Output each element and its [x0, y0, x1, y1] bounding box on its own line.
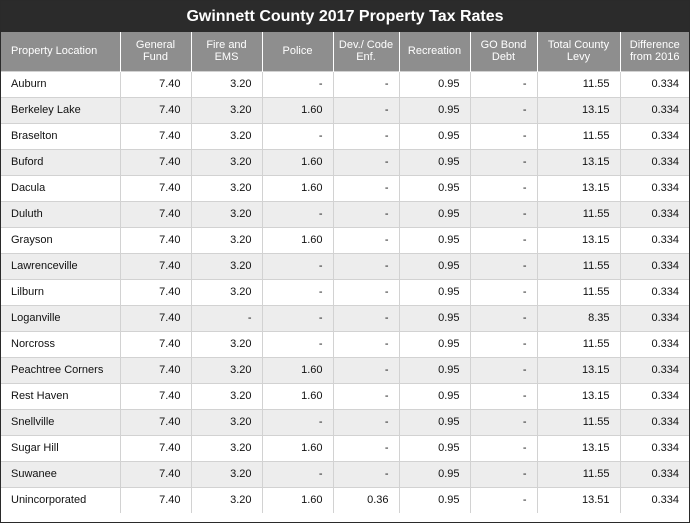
- cell-fire-ems: 3.20: [191, 123, 262, 149]
- cell-recreation: 0.95: [399, 435, 470, 461]
- cell-fire-ems: 3.20: [191, 383, 262, 409]
- cell-total-county-levy: 13.15: [537, 175, 620, 201]
- cell-police: 1.60: [262, 357, 333, 383]
- cell-recreation: 0.95: [399, 461, 470, 487]
- cell-go-bond-debt: -: [470, 383, 537, 409]
- cell-general-fund: 7.40: [120, 201, 191, 227]
- cell-difference-from-2016: 0.334: [620, 383, 689, 409]
- table-row: [1, 123, 689, 149]
- header-total-county-levy: Total County Levy: [537, 32, 620, 71]
- cell-go-bond-debt: -: [470, 227, 537, 253]
- cell-recreation: 0.95: [399, 357, 470, 383]
- cell-property-location: Snellville: [1, 409, 120, 435]
- cell-difference-from-2016: 0.334: [620, 149, 689, 175]
- cell-general-fund: 7.40: [120, 149, 191, 175]
- cell-go-bond-debt: -: [470, 357, 537, 383]
- header-fire-ems: Fire and EMS: [191, 32, 262, 71]
- cell-total-county-levy: 13.15: [537, 227, 620, 253]
- cell-police: -: [262, 409, 333, 435]
- cell-dev-code-enf: -: [333, 279, 399, 305]
- cell-total-county-levy: 11.55: [537, 253, 620, 279]
- cell-fire-ems: 3.20: [191, 331, 262, 357]
- cell-total-county-levy: 11.55: [537, 409, 620, 435]
- cell-property-location: Dacula: [1, 175, 120, 201]
- cell-police: -: [262, 71, 333, 97]
- cell-property-location: Unincorporated: [1, 487, 120, 513]
- cell-fire-ems: 3.20: [191, 461, 262, 487]
- cell-fire-ems: 3.20: [191, 279, 262, 305]
- cell-dev-code-enf: -: [333, 435, 399, 461]
- cell-general-fund: 7.40: [120, 279, 191, 305]
- table-row: [1, 175, 689, 201]
- cell-general-fund: 7.40: [120, 97, 191, 123]
- table-row: [1, 149, 689, 175]
- cell-police: -: [262, 461, 333, 487]
- cell-fire-ems: 3.20: [191, 149, 262, 175]
- cell-difference-from-2016: 0.334: [620, 305, 689, 331]
- cell-go-bond-debt: -: [470, 71, 537, 97]
- cell-difference-from-2016: 0.334: [620, 97, 689, 123]
- table-row: [1, 487, 689, 513]
- cell-recreation: 0.95: [399, 253, 470, 279]
- cell-dev-code-enf: -: [333, 253, 399, 279]
- cell-general-fund: 7.40: [120, 357, 191, 383]
- cell-general-fund: 7.40: [120, 71, 191, 97]
- cell-general-fund: 7.40: [120, 487, 191, 513]
- cell-go-bond-debt: -: [470, 149, 537, 175]
- cell-difference-from-2016: 0.334: [620, 461, 689, 487]
- cell-recreation: 0.95: [399, 383, 470, 409]
- cell-property-location: Duluth: [1, 201, 120, 227]
- cell-property-location: Lawrenceville: [1, 253, 120, 279]
- cell-police: -: [262, 201, 333, 227]
- cell-difference-from-2016: 0.334: [620, 409, 689, 435]
- cell-property-location: Buford: [1, 149, 120, 175]
- cell-total-county-levy: 11.55: [537, 71, 620, 97]
- cell-dev-code-enf: -: [333, 71, 399, 97]
- cell-police: -: [262, 331, 333, 357]
- cell-total-county-levy: 11.55: [537, 461, 620, 487]
- header-dev-code-enf: Dev./ Code Enf.: [333, 32, 399, 71]
- cell-go-bond-debt: -: [470, 331, 537, 357]
- header-go-bond-debt: GO Bond Debt: [470, 32, 537, 71]
- cell-property-location: Braselton: [1, 123, 120, 149]
- cell-fire-ems: 3.20: [191, 175, 262, 201]
- cell-dev-code-enf: -: [333, 227, 399, 253]
- cell-property-location: Peachtree Corners: [1, 357, 120, 383]
- cell-police: 1.60: [262, 175, 333, 201]
- cell-property-location: Lilburn: [1, 279, 120, 305]
- cell-dev-code-enf: -: [333, 383, 399, 409]
- cell-total-county-levy: 13.51: [537, 487, 620, 513]
- cell-police: 1.60: [262, 149, 333, 175]
- table-row: [1, 253, 689, 279]
- cell-dev-code-enf: -: [333, 97, 399, 123]
- cell-go-bond-debt: -: [470, 123, 537, 149]
- cell-recreation: 0.95: [399, 227, 470, 253]
- cell-difference-from-2016: 0.334: [620, 279, 689, 305]
- cell-go-bond-debt: -: [470, 253, 537, 279]
- cell-total-county-levy: 13.15: [537, 357, 620, 383]
- cell-recreation: 0.95: [399, 123, 470, 149]
- cell-total-county-levy: 11.55: [537, 279, 620, 305]
- cell-total-county-levy: 13.15: [537, 435, 620, 461]
- cell-go-bond-debt: -: [470, 175, 537, 201]
- cell-recreation: 0.95: [399, 331, 470, 357]
- cell-total-county-levy: 8.35: [537, 305, 620, 331]
- cell-difference-from-2016: 0.334: [620, 435, 689, 461]
- cell-recreation: 0.95: [399, 201, 470, 227]
- cell-fire-ems: 3.20: [191, 253, 262, 279]
- cell-police: 1.60: [262, 435, 333, 461]
- cell-fire-ems: 3.20: [191, 97, 262, 123]
- cell-general-fund: 7.40: [120, 331, 191, 357]
- cell-fire-ems: 3.20: [191, 357, 262, 383]
- cell-go-bond-debt: -: [470, 409, 537, 435]
- cell-difference-from-2016: 0.334: [620, 175, 689, 201]
- table-row: [1, 279, 689, 305]
- cell-fire-ems: 3.20: [191, 487, 262, 513]
- cell-difference-from-2016: 0.334: [620, 331, 689, 357]
- cell-difference-from-2016: 0.334: [620, 201, 689, 227]
- header-property-location: Property Location: [1, 32, 120, 71]
- table-title: Gwinnett County 2017 Property Tax Rates: [1, 1, 689, 32]
- cell-difference-from-2016: 0.334: [620, 253, 689, 279]
- cell-go-bond-debt: -: [470, 487, 537, 513]
- cell-property-location: Norcross: [1, 331, 120, 357]
- table-row: [1, 383, 689, 409]
- cell-go-bond-debt: -: [470, 97, 537, 123]
- header-police: Police: [262, 32, 333, 71]
- cell-recreation: 0.95: [399, 71, 470, 97]
- cell-property-location: Rest Haven: [1, 383, 120, 409]
- cell-dev-code-enf: 0.36: [333, 487, 399, 513]
- header-row: [1, 32, 689, 71]
- cell-recreation: 0.95: [399, 305, 470, 331]
- cell-general-fund: 7.40: [120, 253, 191, 279]
- cell-property-location: Loganville: [1, 305, 120, 331]
- cell-property-location: Sugar Hill: [1, 435, 120, 461]
- cell-police: 1.60: [262, 383, 333, 409]
- cell-general-fund: 7.40: [120, 227, 191, 253]
- cell-recreation: 0.95: [399, 409, 470, 435]
- cell-dev-code-enf: -: [333, 175, 399, 201]
- cell-go-bond-debt: -: [470, 305, 537, 331]
- cell-go-bond-debt: -: [470, 279, 537, 305]
- cell-police: -: [262, 279, 333, 305]
- cell-total-county-levy: 13.15: [537, 97, 620, 123]
- cell-general-fund: 7.40: [120, 461, 191, 487]
- table-row: [1, 409, 689, 435]
- cell-total-county-levy: 11.55: [537, 123, 620, 149]
- cell-total-county-levy: 11.55: [537, 331, 620, 357]
- cell-police: 1.60: [262, 97, 333, 123]
- cell-property-location: Suwanee: [1, 461, 120, 487]
- cell-go-bond-debt: -: [470, 461, 537, 487]
- cell-general-fund: 7.40: [120, 383, 191, 409]
- table-row: [1, 227, 689, 253]
- cell-difference-from-2016: 0.334: [620, 487, 689, 513]
- cell-fire-ems: -: [191, 305, 262, 331]
- cell-recreation: 0.95: [399, 97, 470, 123]
- cell-property-location: Auburn: [1, 71, 120, 97]
- cell-police: -: [262, 305, 333, 331]
- cell-dev-code-enf: -: [333, 357, 399, 383]
- table-row: [1, 71, 689, 97]
- cell-go-bond-debt: -: [470, 201, 537, 227]
- cell-dev-code-enf: -: [333, 201, 399, 227]
- cell-police: -: [262, 123, 333, 149]
- header-difference-from-2016: Difference from 2016: [620, 32, 689, 71]
- cell-property-location: Grayson: [1, 227, 120, 253]
- table-row: [1, 435, 689, 461]
- cell-recreation: 0.95: [399, 175, 470, 201]
- cell-difference-from-2016: 0.334: [620, 71, 689, 97]
- cell-dev-code-enf: -: [333, 123, 399, 149]
- cell-total-county-levy: 13.15: [537, 149, 620, 175]
- cell-property-location: Berkeley Lake: [1, 97, 120, 123]
- cell-fire-ems: 3.20: [191, 435, 262, 461]
- cell-recreation: 0.95: [399, 149, 470, 175]
- cell-fire-ems: 3.20: [191, 227, 262, 253]
- table-row: [1, 201, 689, 227]
- cell-recreation: 0.95: [399, 487, 470, 513]
- table-row: [1, 461, 689, 487]
- header-recreation: Recreation: [399, 32, 470, 71]
- cell-general-fund: 7.40: [120, 305, 191, 331]
- cell-general-fund: 7.40: [120, 409, 191, 435]
- cell-total-county-levy: 13.15: [537, 383, 620, 409]
- table-row: [1, 331, 689, 357]
- cell-fire-ems: 3.20: [191, 409, 262, 435]
- cell-difference-from-2016: 0.334: [620, 227, 689, 253]
- cell-dev-code-enf: -: [333, 409, 399, 435]
- cell-fire-ems: 3.20: [191, 201, 262, 227]
- cell-fire-ems: 3.20: [191, 71, 262, 97]
- cell-general-fund: 7.40: [120, 175, 191, 201]
- cell-police: 1.60: [262, 227, 333, 253]
- table-row: [1, 305, 689, 331]
- cell-general-fund: 7.40: [120, 123, 191, 149]
- cell-police: -: [262, 253, 333, 279]
- cell-dev-code-enf: -: [333, 149, 399, 175]
- header-general-fund: General Fund: [120, 32, 191, 71]
- cell-difference-from-2016: 0.334: [620, 123, 689, 149]
- cell-total-county-levy: 11.55: [537, 201, 620, 227]
- cell-go-bond-debt: -: [470, 435, 537, 461]
- cell-police: 1.60: [262, 487, 333, 513]
- cell-general-fund: 7.40: [120, 435, 191, 461]
- cell-dev-code-enf: -: [333, 461, 399, 487]
- table-row: [1, 357, 689, 383]
- cell-difference-from-2016: 0.334: [620, 357, 689, 383]
- cell-dev-code-enf: -: [333, 331, 399, 357]
- table-row: [1, 97, 689, 123]
- tax-rates-table: [1, 32, 689, 513]
- cell-dev-code-enf: -: [333, 305, 399, 331]
- cell-recreation: 0.95: [399, 279, 470, 305]
